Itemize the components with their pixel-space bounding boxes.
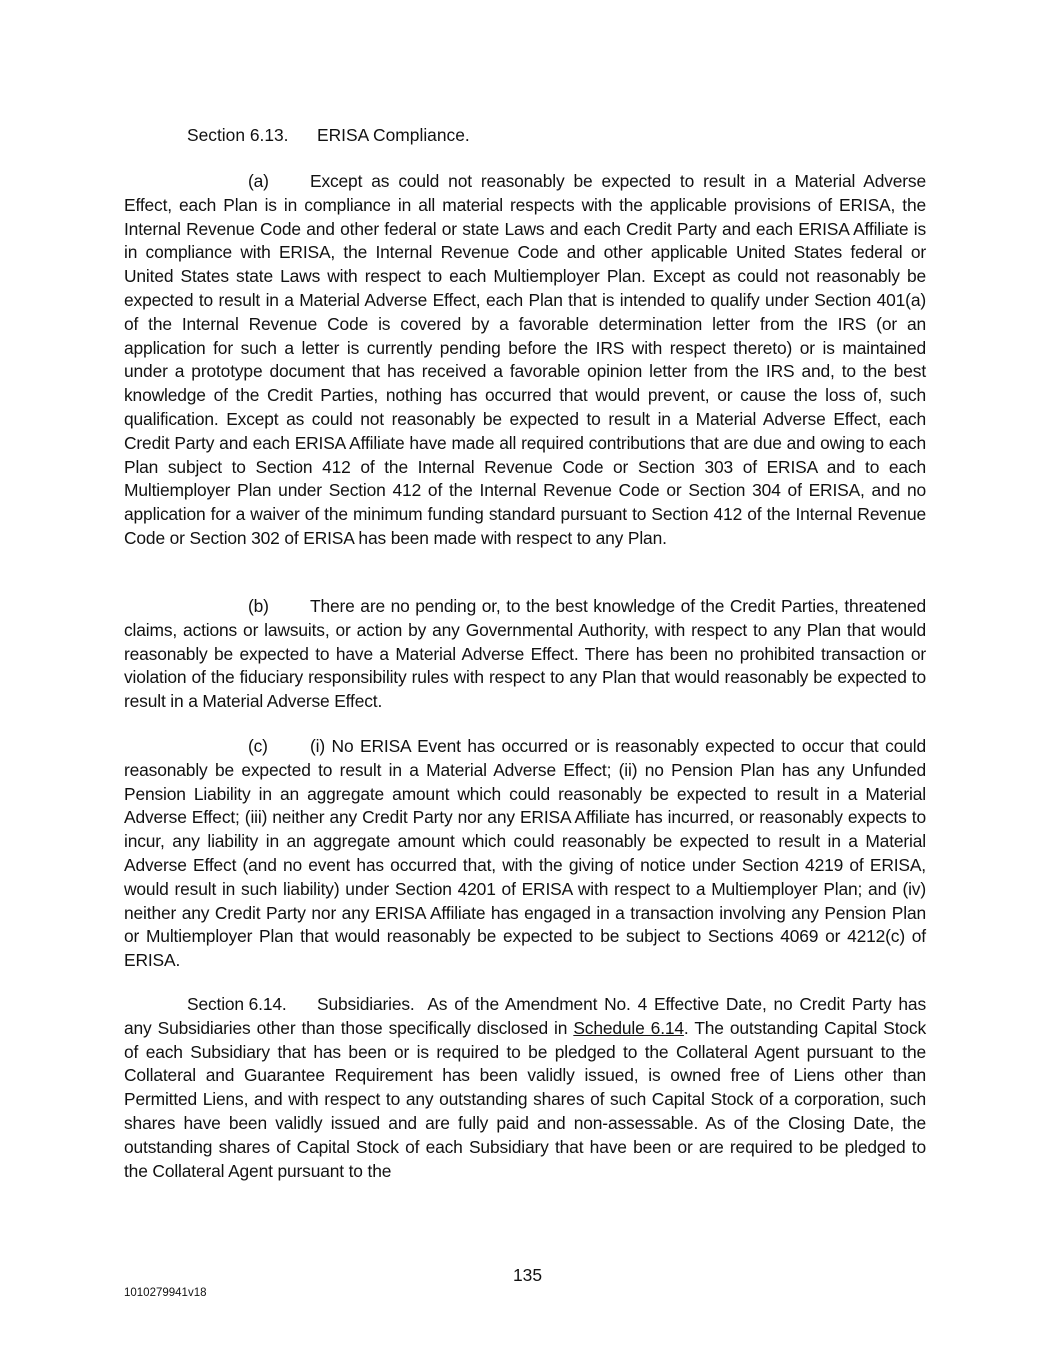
paragraph-label: (a) — [248, 171, 269, 191]
paragraph-label: (c) — [248, 736, 268, 756]
section-title: ERISA Compliance. — [317, 125, 470, 145]
paragraph-label: (b) — [248, 596, 269, 616]
section-number: Section 6.13. — [187, 125, 289, 145]
paragraph-a — [124, 170, 926, 551]
paragraph-text: There are no pending or, to the best knowledge of the Credit Parties, threatened claims, actions or lawsuits, or action by any Governmental Authority, with respect to any Plan that would reasonably be expected to have a Material Adverse Effect. There has been no prohibited transaction or violation of the fiduciary responsibility rules with respect to any Plan that would reasonably be expected to result in a Material Adverse Effect. — [124, 596, 926, 712]
paragraph-text: (i) No ERISA Event has occurred or is reasonably expected to occur that could reasonably be expected to result in a Material Adverse Effect; (ii) no Pension Plan has any Unfunded Pension Liability in an aggregate amount which could reasonably be expected to result in a Material Adverse Effect; (iii) neither any Credit Party nor any ERISA Affiliate has incurred, or reasonably expects to incur, any liability in an aggregate amount which could reasonably be expected to result in a Material Adverse Effect (and no event has occurred that, with the giving of notice under Section 4219 of ERISA, would result in such liability) under Section 4201 of ERISA with respect to a Multiemployer Plan; and (iv) neither any Credit Party nor any ERISA Affiliate has engaged in a transaction involving any Pension Plan or Multiemployer Plan that would reasonably be expected to be subject to Sections 4069 or 4212(c) of ERISA. — [124, 736, 926, 971]
paragraph-b — [124, 595, 926, 714]
document-id: 1010279941v18 — [124, 1287, 207, 1299]
paragraph-c — [124, 735, 926, 973]
section-6-14-paragraph — [124, 993, 926, 1183]
section-text: As of the Amendment No. 4 Effective Date, no Credit Party has any Subsidiaries other than those specifically disclosed in — [124, 994, 926, 1038]
section-number: Section 6.14. — [187, 994, 287, 1014]
page-number: 135 — [512, 1265, 542, 1285]
section-text-continued: . The outstanding Capital Stock of each Subsidiary that has been or is required to be pledged to the Collateral Agent pursuant to the Collateral and Guarantee Requirement has been validly issued, is owned free of Liens other than Permitted Liens, and with respect to any outstanding shares of such Capital Stock of a corporation, such shares have been validly issued and are fully paid and non-assessable. As of the Closing Date, the outstanding shares of Capital Stock of each Subsidiary that have been or are required to be pledged to the Collateral Agent pursuant to the — [124, 1017, 927, 1181]
schedule-reference: Schedule 6.14 — [573, 1017, 684, 1038]
paragraph-text: Except as could not reasonably be expected to result in a Material Adverse Effect, each Plan is in compliance in all material respects with the applicable provisions of ERISA, the Internal Revenue Code and other federal or state Laws and each Credit Party and each ERISA Affiliate is in compliance with ERISA, the Internal Revenue Code and other applicable United States federal or United States state Laws with respect to each Multiemployer Plan. Except as could not reasonably be expected to result in a Material Adverse Effect, each Plan that is intended to qualify under Section 401(a) of the Internal Revenue Code is covered by a favorable determination letter from the IRS (or an application for such a letter is currently pending before the IRS with respect thereto) or is maintained under a prototype document that has received a favorable opinion letter from the IRS and, to the best knowledge of the Credit Parties, nothing has occurred that would prevent, or cause the loss of, such qualification. Except as could not reasonably be expected to result in a Material Adverse Effect, each Credit Party and each ERISA Affiliate have made all required contributions that are due and owing to each Plan subject to Section 412 of the Internal Revenue Code or Section 303 of ERISA and to each Multiemployer Plan under Section 412 of the Internal Revenue Code or Section 304 of ERISA, and no application for a waiver of the minimum funding standard pursuant to Section 412 of the Internal Revenue Code or Section 302 of ERISA has been made with respect to any Plan. — [124, 171, 926, 548]
section-6-13-heading — [187, 124, 470, 148]
section-title: Subsidiaries. — [317, 994, 415, 1014]
